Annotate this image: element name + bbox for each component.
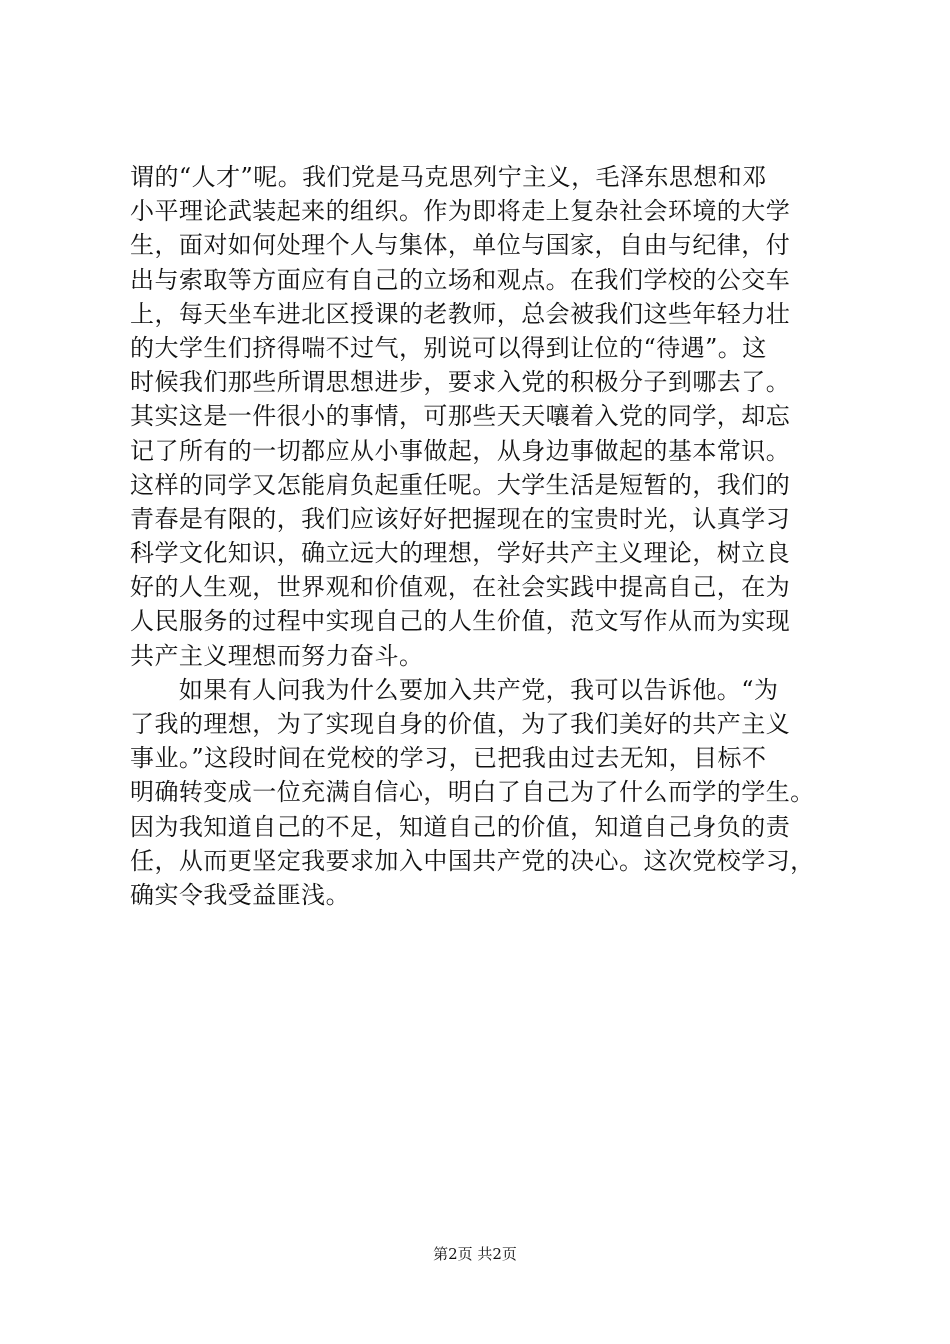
text-line: 其实这是一件很小的事情，可那些天天嚷着入党的同学，却忘 — [130, 402, 791, 431]
text-line: 出与索取等方面应有自己的立场和观点。在我们学校的公交车 — [130, 265, 791, 294]
text-line: 谓的“人才”呢。我们党是马克思列宁主义，毛泽东思想和邓 — [130, 163, 767, 191]
text-line: 人民服务的过程中实现自己的人生价值，范文写作从而为实现 — [130, 607, 791, 636]
text-line: 小平理论武装起来的组织。作为即将走上复杂社会环境的大学 — [130, 197, 791, 226]
text-line: 这样的同学又怎能肩负起重任呢。大学生活是短暂的，我们的 — [130, 470, 791, 499]
text-line: 明确转变成一位充满自信心，明白了自己为了什么而学的学生。 — [130, 778, 815, 807]
body-text — [130, 160, 830, 912]
text-line: 因为我知道自己的不足，知道自己的价值，知道自己身负的责 — [130, 812, 791, 841]
text-line: 上，每天坐车进北区授课的老教师，总会被我们这些年轻力壮 — [130, 299, 791, 328]
page-footer: 第2页 共2页 — [433, 1245, 517, 1263]
text-line: 共产主义理想而努力奋斗。 — [130, 641, 424, 670]
text-line: 科学文化知识，确立远大的理想，学好共产主义理论，树立良 — [130, 539, 791, 568]
text-line: 事业。”这段时间在党校的学习，已把我由过去无知，目标不 — [130, 744, 767, 773]
text-line: 时候我们那些所谓思想进步，要求入党的积极分子到哪去了。 — [130, 368, 791, 397]
text-line: 青春是有限的，我们应该好好把握现在的宝贵时光，认真学习 — [130, 504, 791, 533]
text-line: 的大学生们挤得喘不过气，别说可以得到让位的“待遇”。这 — [130, 333, 767, 362]
text-line: 任，从而更坚定我要求加入中国共产党的决心。这次党校学习， — [130, 846, 815, 875]
text-line: 好的人生观，世界观和价值观，在社会实践中提高自己，在为 — [130, 573, 791, 602]
text-line: 如果有人问我为什么要加入共产党，我可以告诉他。“为 — [130, 675, 779, 704]
text-line: 确实令我受益匪浅。 — [130, 880, 351, 909]
text-line: 了我的理想，为了实现自身的价值，为了我们美好的共产主义 — [130, 710, 791, 738]
text-line: 记了所有的一切都应从小事做起，从身边事做起的基本常识。 — [130, 436, 791, 465]
text-line: 生，面对如何处理个人与集体，单位与国家，自由与纪律，付 — [130, 231, 791, 260]
